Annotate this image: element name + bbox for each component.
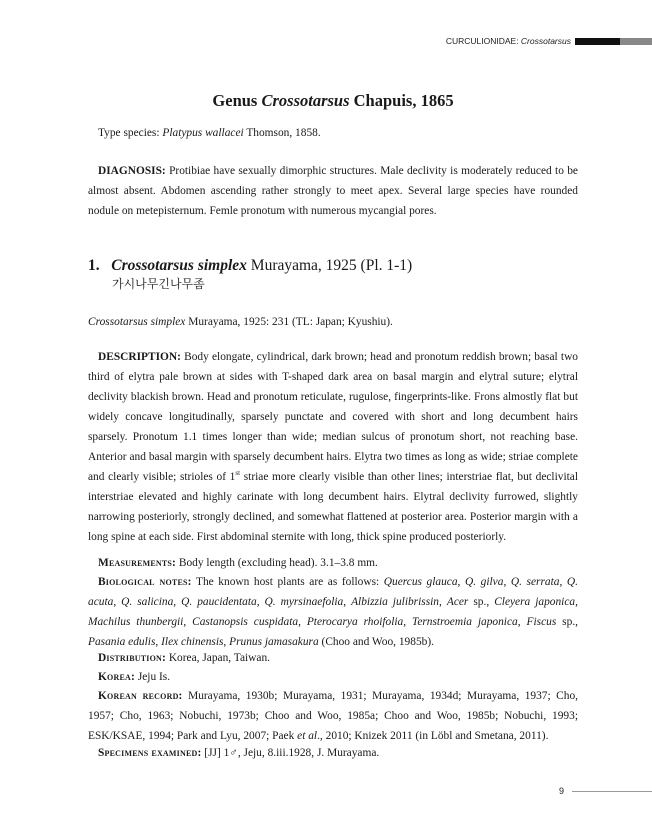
host-plant-name: Q. gilva — [464, 576, 504, 588]
bio-text: , — [517, 616, 527, 628]
biological-notes-paragraph: Biological notes: The known host plants are as follows: Quercus glauca, Q. gilva, Q. serrata, Q. acuta, Q. salicina, Q. paucidentata, Q. myrsinaefolia, Albizzia julibrissin, Acer sp., Cleyera japonica, Machilus thunbergii, Castanopsis cuspidata, Pterocarya rhoifolia, Ternstroemia japonica, Fiscus sp., Pasania edulis, Ilex chinensis, Prunus jamasakura (Choo and Woo, 1985b). — [88, 576, 579, 648]
host-plant-name: Albizzia julibrissin — [351, 596, 440, 608]
bio-text: , — [256, 596, 265, 608]
host-plant-name: Q. acuta — [88, 576, 578, 608]
bio-text: , — [403, 616, 413, 628]
type-species: Type species: Platypus wallacei Thomson, 1858. — [98, 127, 321, 139]
host-plant-name: Ilex chinensis — [161, 636, 224, 648]
host-plant-name: Q. salicina — [121, 596, 174, 608]
bio-text: sp., — [556, 616, 579, 628]
bio-text: sp., — [468, 596, 495, 608]
host-plant-name: Pterocarya rhoifolia — [306, 616, 404, 628]
host-plant-name: Ternstroemia japonica — [412, 616, 518, 628]
host-plant-name: Pasania edulis — [88, 636, 156, 648]
page-title: Genus Crossotarsus Chapuis, 1865 — [212, 91, 454, 110]
bio-text: , — [575, 596, 578, 608]
bio-text: , — [113, 596, 122, 608]
host-plant-name: Q. paucidentata — [181, 596, 257, 608]
bio-text: The known host plants are as follows: — [191, 576, 384, 588]
host-plant-name: Q. myrsinaefolia — [264, 596, 344, 608]
species-heading: 1. Crossotarsus simplex Murayama, 1925 (Pl. 1-1) 가시나무긴나무좀 — [88, 256, 578, 293]
host-plant-name: Cleyera japonica — [494, 596, 576, 608]
bio-text: , — [343, 596, 352, 608]
bio-text: , — [503, 576, 511, 588]
page-footer — [559, 786, 652, 796]
header-bar-grey — [620, 38, 652, 45]
description-paragraph: DESCRIPTION: Body elongate, cylindrical, dark brown; head and pronotum reddish brown; basal two third of elytra pale brown at sides with T-shaped dark area on basal margin and elytral suture; elytral declivity blackish brown. Head and pronotum reticulate, rugulose, fingerprints-like. Frons almostly flat but widely concave longitudinally, sparsely punctate and covered with short and long decumbent hairs sparsely. Pronotum 1.1 times longer than wide; median sulcus of pronotum short, not reaching base. Anterior and basal margin with sparsely decumbent hairs. Elytra two times as long as wide; striae complete and clearly visible; strioles of 1st striae more clearly visible than other lines; interstriae flat, but declivital interstriae elevated and highly carinate with long decumbent hairs. Elytral declivity furrowed, slightly narrowing posteriorly, strongly declined, and somewhat flattened at posterior area. Posterior margin with a long spine at each side. First abdominal sternite with long, thick spine produced posteriorly. — [88, 351, 579, 543]
korean-record-paragraph: Korean record: Murayama, 1930b; Murayama, 1931; Murayama, 1934d; Murayama, 1937; Cho, 1957; Cho, 1963; Nobuchi, 1973b; Choo and Woo, 1985a; Choo and Woo, 1985b; Nobuchi, 1993; ESK/KSAE, 1994; Park and Lyu, 2007; Paek et al., 2010; Knizek 2011 (in Löbl and Smetana, 2011). — [88, 690, 579, 742]
host-plant-name: Machilus thunbergii — [88, 616, 184, 628]
bio-text: , — [559, 576, 567, 588]
running-header — [446, 36, 652, 46]
host-plant-name: Castanopsis cuspidata — [192, 616, 299, 628]
species-citation: Crossotarsus simplex Murayama, 1925: 231 (TL: Japan; Kyushiu). — [88, 316, 393, 328]
distribution-paragraph: Distribution: Korea, Japan, Taiwan. — [98, 652, 270, 664]
host-plant-name: Prunus jamasakura — [229, 636, 319, 648]
specimens-paragraph: Specimens examined: [JJ] 1♂, Jeju, 8.iii.1928, J. Murayama. — [98, 747, 380, 759]
bio-text: , — [183, 616, 193, 628]
bio-text: , — [155, 636, 162, 648]
bio-text: , — [298, 616, 307, 628]
bio-text: , — [173, 596, 182, 608]
bio-text: (Choo and Woo, 1985b). — [318, 636, 434, 648]
host-plant-name: Fiscus — [526, 616, 557, 628]
host-plant-name: Q. serrata — [510, 576, 560, 588]
host-plant-name: Quercus glauca — [383, 576, 458, 588]
korea-paragraph: Korea: Jeju Is. — [98, 671, 171, 683]
host-plant-name: Acer — [446, 596, 469, 608]
header-bar-dark — [575, 38, 620, 45]
diagnosis-paragraph: DIAGNOSIS: Protibiae have sexually dimorphic structures. Male declivity is moderately reduced to be almost absent. Abdomen ascending rather strongly to meet apex. Several large species have rounded nodule on metepisternum. Femle pronotum with numerous mycangial pores. — [88, 165, 578, 217]
bio-text: , — [439, 596, 447, 608]
page-number: 9 — [558, 786, 564, 796]
bio-text: , — [457, 576, 465, 588]
measurements-paragraph: Measurements: Body length (excluding head). 3.1–3.8 mm. — [98, 557, 378, 569]
running-header-text: CURCULIONIDAE: Crossotarsus — [445, 36, 571, 46]
bio-text: , — [223, 636, 230, 648]
korean-name: 가시나무긴나무좀 — [112, 277, 205, 291]
footer-rule — [572, 791, 652, 792]
